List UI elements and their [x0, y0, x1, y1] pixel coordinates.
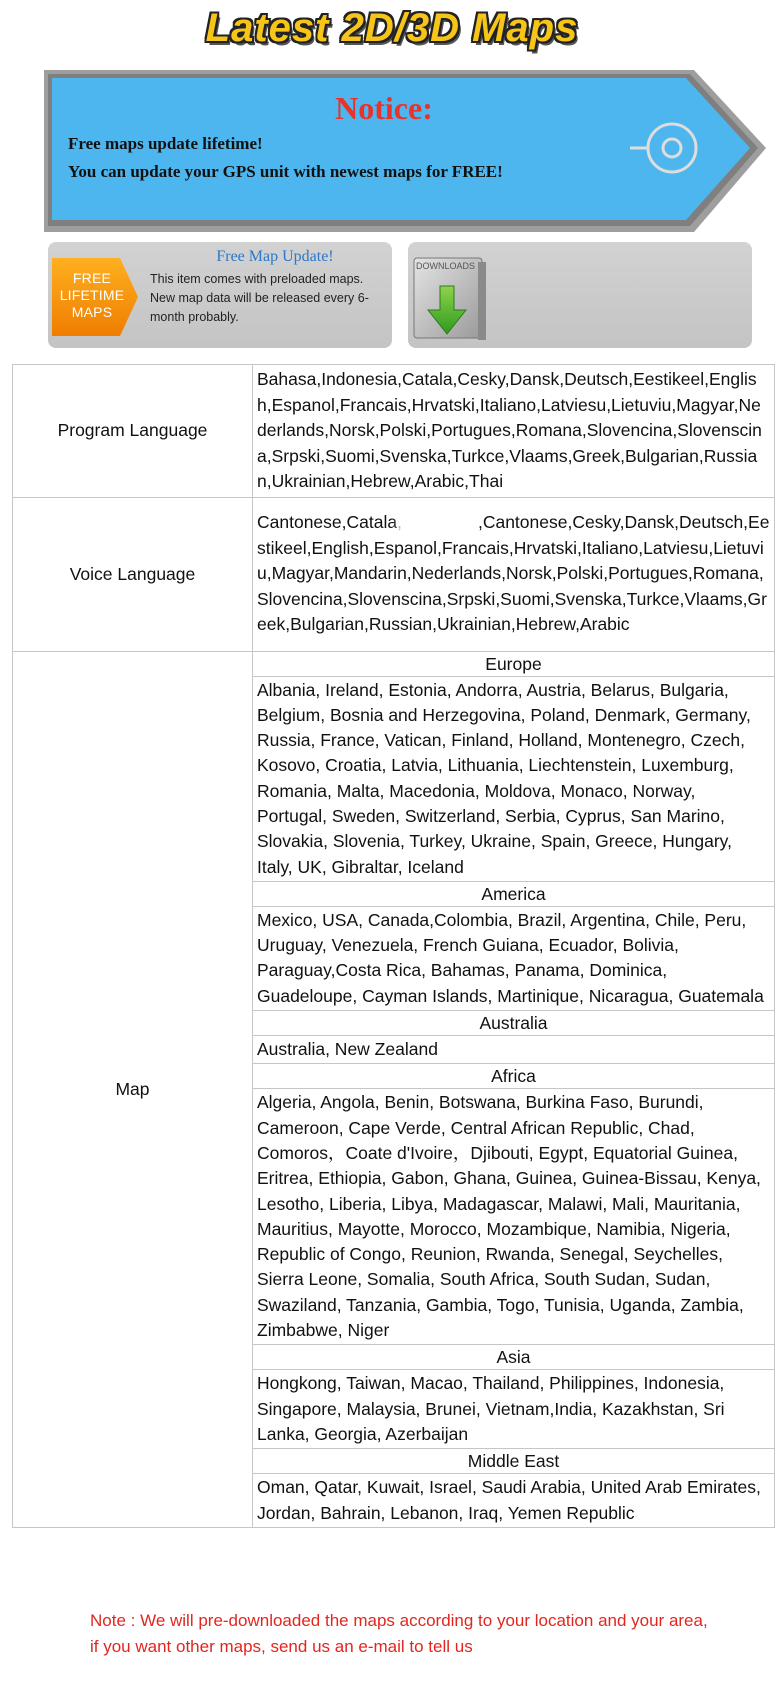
download-note: [90, 1608, 770, 1660]
voice-language-row: [13, 497, 775, 651]
notice-heading: Notice:: [335, 90, 433, 126]
map-label: Map: [13, 651, 253, 1527]
redacted-area: [402, 515, 478, 533]
note-line-2: if you want other maps, send us an e-mail to tell us: [90, 1637, 473, 1656]
voice-language-value-part-2: ,Cantonese,Cesky,Dansk,Deutsch,Eestikeel,English,Espanol,Francais,Hrvatski,Italiano,Latviesu,Lietuviu,Magyar,Mandarin,Nederlands,Norsk,Polski,Portugues,Romana,Slovencina,Slovenscina,Srpski,Suomi,Svenska,Turkce,Vlaams,Greek,Bulgarian,Russian,Ukrainian,Hebrew,Arabic: [257, 512, 770, 635]
region-name: Middle East: [253, 1449, 774, 1474]
voice-language-label: Voice Language: [13, 497, 253, 651]
badge-line-2: LIFETIME: [59, 287, 125, 303]
voice-language-value: [253, 497, 775, 651]
region-name: America: [253, 881, 774, 906]
free-lifetime-maps-badge: [52, 258, 140, 336]
free-map-update-text: This item comes with preloaded maps. New map data will be released every 6-month probably.: [150, 272, 369, 324]
region-countries: Hongkong, Taiwan, Macao, Thailand, Philippines, Indonesia, Singapore, Malaysia, Brunei, Vietnam,India, Kazakhstan, Sri Lanka, Georgia, Azerbaijan: [253, 1370, 774, 1449]
badge-line-1: FREE: [72, 270, 112, 286]
region-countries: Australia, New Zealand: [253, 1036, 774, 1064]
region-name: Australia: [253, 1011, 774, 1036]
badge-line-3: MAPS: [71, 304, 113, 320]
notice-line-2: You can update your GPS unit with newest maps for FREE!: [68, 162, 503, 181]
region-countries: Mexico, USA, Canada,Colombia, Brazil, Argentina, Chile, Peru, Uruguay, Venezuela, French Guiana, Ecuador, Bolivia, Paraguay,Costa Rica, Bahamas, Panama, Dominica, Guadeloupe, Cayman Islands, Martinique, Nicaragua, Guatemala: [253, 906, 774, 1010]
note-line-1: Note : We will pre-downloaded the maps according to your location and your area,: [90, 1611, 708, 1630]
downloads-panel: [408, 242, 752, 348]
free-map-update-heading: Free Map Update!: [216, 248, 334, 265]
voice-language-value-part-1: Cantonese,Catala,: [257, 512, 402, 533]
regions-table: [253, 652, 774, 1527]
program-language-value: Bahasa,Indonesia,Catala,Cesky,Dansk,Deutsch,Eestikeel,English,Espanol,Francais,Hrvatski,Italiano,Latviesu,Lietuviu,Magyar,Nederlands,Norsk,Polski,Portugues,Romana,Slovencina,Slovenscina,Srpski,Suomi,Svenska,Turkce,Vlaams,Greek,Bulgarian,Russian,Ukrainian,Hebrew,Arabic,Thai: [253, 365, 775, 498]
region-countries: Algeria, Angola, Benin, Botswana, Burkina Faso, Burundi, Cameroon, Cape Verde, Central African Republic, Chad, Comoros，Coate d'Ivoire，Djibouti, Egypt, Equatorial Guinea, Eritrea, Ethiopia, Gabon, Ghana, Guinea, Guinea-Bissau, Kenya, Lesotho, Liberia, Libya, Madagascar, Malawi, Mali, Mauritania, Mauritius, Mayotte, Morocco, Mozambique, Namibia, Nigeria, Republic of Congo, Reunion, Rwanda, Senegal, Seychelles, Sierra Leone, Somalia, South Africa, South Sudan, Sudan, Swaziland, Tanzania, Gambia, Togo, Tunisia, Uganda, Zambia, Zimbabwe, Niger: [253, 1089, 774, 1345]
downloads-label: DOWNLOADS: [416, 261, 476, 271]
free-map-update-panel: [48, 242, 392, 348]
region-countries: Albania, Ireland, Estonia, Andorra, Austria, Belarus, Bulgaria, Belgium, Bosnia and Herzegovina, Poland, Denmark, Germany, Russia, France, Vatican, Finland, Holland, Montenegro, Czech, Kosovo, Croatia, Latvia, Lithuania, Liechtenstein, Luxemburg, Romania, Malta, Macedonia, Moldova, Monaco, Norway, Portugal, Sweden, Switzerland, Serbia, Cyprus, San Marino, Slovakia, Slovenia, Turkey, Ukraine, Spain, Greece, Hungary, Italy, UK, Gibraltar, Iceland: [253, 676, 774, 881]
map-regions: [253, 651, 775, 1527]
map-row: [13, 651, 775, 1527]
region-name: Europe: [253, 652, 774, 677]
specs-table: [12, 364, 775, 1528]
program-language-label: Program Language: [13, 365, 253, 498]
region-countries: Oman, Qatar, Kuwait, Israel, Saudi Arabia, United Arab Emirates, Jordan, Bahrain, Lebanon, Iraq, Yemen Republic: [257, 1477, 761, 1523]
notice-banner: [44, 70, 766, 232]
program-language-row: [13, 365, 775, 498]
region-name: Asia: [253, 1345, 774, 1370]
notice-line-1: Free maps update lifetime!: [68, 134, 263, 153]
page-title: Latest 2D/3D Maps: [205, 6, 579, 50]
region-name: Africa: [253, 1064, 774, 1089]
